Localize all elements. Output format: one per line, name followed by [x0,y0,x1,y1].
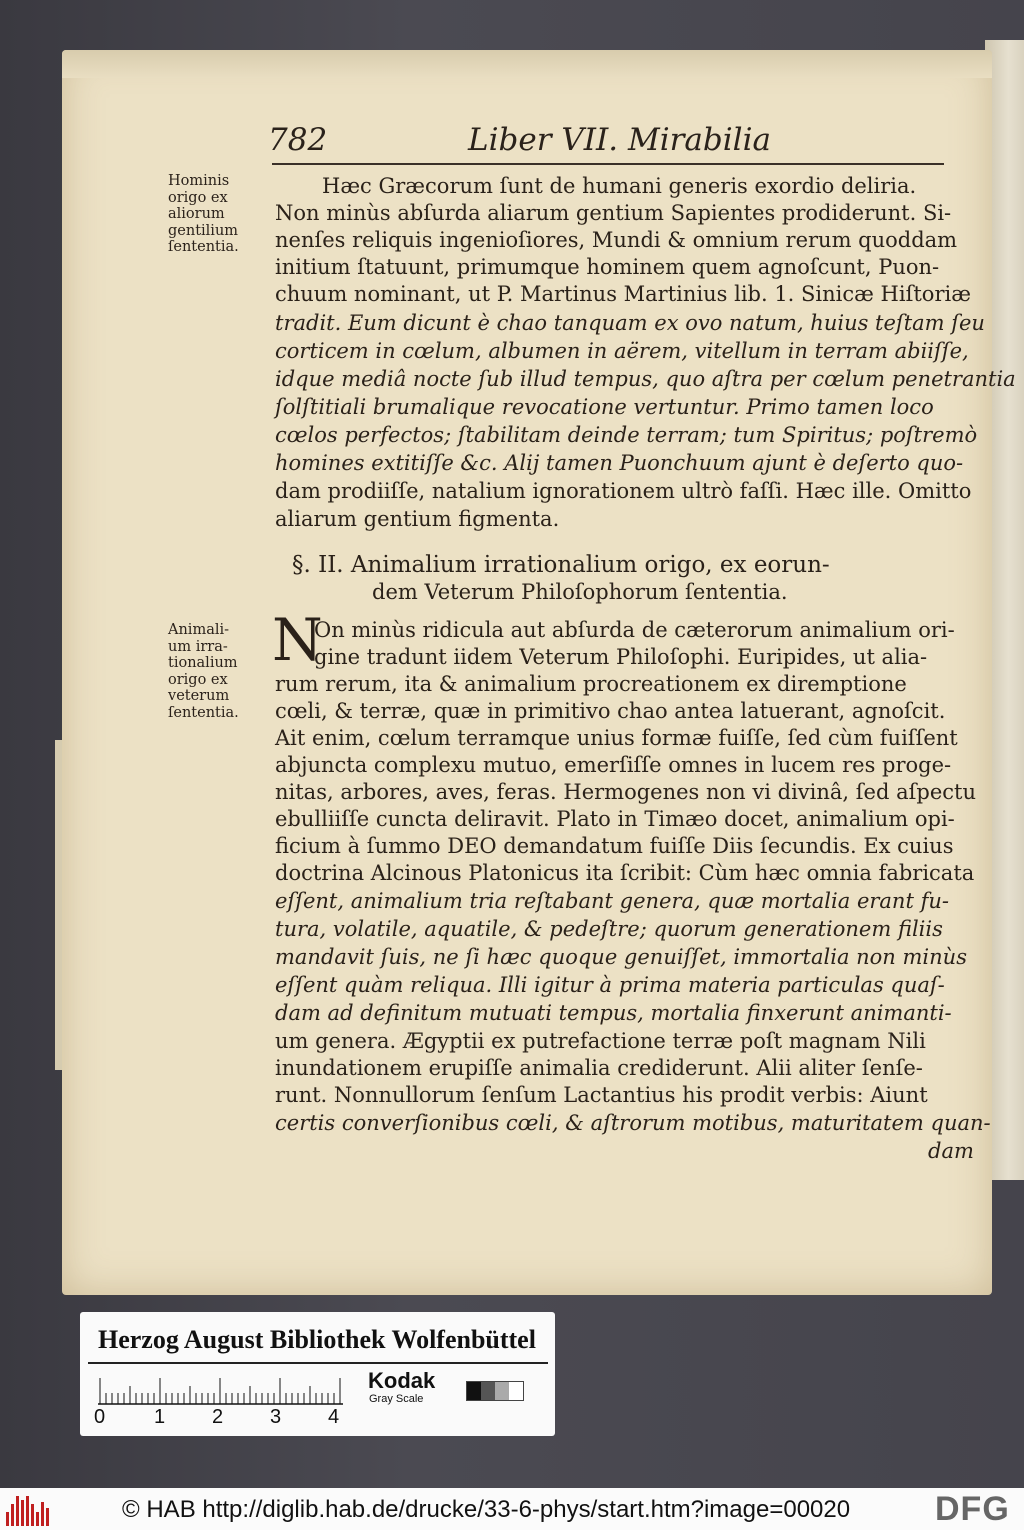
catchword: dam [928,1139,974,1163]
margin-note-line: ſententia. [168,704,239,721]
swatch-white [509,1382,523,1400]
text-line: tura, volatile, aquatile, & pedeſtre; quorum generationem filiis [275,917,943,941]
margin-note-line: aliorum [168,206,225,223]
margin-note-1 [168,173,268,256]
text-line: chuum nominant, ut P. Martinus Martinius lib. 1. Sinicæ Hiſtoriæ [275,282,971,306]
section-heading-line-1: §. II. Animalium irrationalium origo, ex eorun- [292,552,830,578]
text-line: inundationem erupiſſe animalia crediderunt. Alii aliter ſenſe- [275,1056,923,1080]
section-heading-line-2: dem Veterum Philoſophorum ſententia. [372,580,788,604]
text-line: dam prodiiſſe, natalium ignorationem ultrò faſſi. Hæc ille. Omitto [275,479,972,503]
text-line: eſſent, animalium tria reſtabant genera, quæ mortalia erant fu- [275,889,949,913]
text-line: idque mediâ nocte ſub illud tempus, quo aſtra per cœlum penetrantia [275,367,1016,391]
text-line: doctrina Alcinous Platonicus ita ſcribit: Cùm hæc omnia fabricata [275,861,975,885]
text-line: gine tradunt iidem Veterum Philoſophi. Euripides, ut alia- [314,645,928,669]
ruler-label: 4 [328,1406,340,1428]
header-rule [272,163,944,165]
margin-note-line: origo ex [168,671,228,688]
drop-cap: N [272,606,323,674]
library-name: Herzog August Bibliothek Wolfenbüttel [98,1325,536,1354]
text-line: aliarum gentium figmenta. [275,507,560,531]
margin-note-line: origo ex [168,189,228,206]
text-line: um genera. Ægyptii ex putrefactione terræ poſt magnam Nili [275,1029,926,1053]
dfg-logo: DFG [935,1490,1010,1528]
swatch-dark [481,1382,495,1400]
margin-note-line: Hominis [168,173,230,189]
hab-logo-icon [6,1494,50,1526]
page-number: 782 [268,122,328,158]
text-line: eſſent quàm reliqua. Illi igitur à prima materia particulas quaſ- [275,973,945,997]
text-line: corticem in cœlum, albumen in aërem, vitellum in terram abiiſſe, [275,339,969,363]
kodak-logo: Kodak [368,1368,436,1393]
margin-note-line: tionalium [168,655,238,672]
ruler-label: 1 [154,1406,166,1428]
copyright-link[interactable]: © HAB http://diglib.hab.de/drucke/33-6-phys/start.htm?image=00020 [122,1496,851,1523]
text-line: mandavit ſuis, ne ſi hæc quoque genuiſſet, immortalia non minùs [275,945,967,969]
text-line: cœlos perfectos; ſtabilitam deinde terram; tum Spiritus; poſtremò [275,423,978,447]
text-line: ſolſtitiali brumalique revocatione vertuntur. Primo tamen loco [275,395,934,419]
text-line: nenſes reliquis ingenioſiores, Mundi & omnium rerum quoddam [275,228,958,252]
swatch-mid [495,1382,509,1400]
margin-note-line: ſententia. [168,239,239,256]
text-line: initium ſtatuunt, primumque hominem quem agnoſcunt, Puon- [275,255,940,279]
text-line: dam ad definitum mutuati tempus, mortalia finxerunt animanti- [275,1001,952,1025]
text-line: runt. Nonnullorum ſenſum Lactantius his prodit verbis: Aiunt [275,1083,928,1107]
running-title: Liber VII. Mirabilia [468,122,771,158]
margin-note-line: gentilium [168,222,239,239]
ruler-scale [98,1375,343,1405]
gray-scale-label: Gray Scale [369,1393,424,1405]
text-line: ficium à ſummo DEO demandatum fuiſſe Diis ſecundis. Ex cuius [275,834,954,858]
text-line: abjuncta complexu mutuo, emerſiſſe omnes in lucem res proge- [275,753,952,777]
margin-note-2 [168,622,268,722]
text-line: Ait enim, cœlum terramque unius formæ fuiſſe, ſed cùm fuiſſent [275,726,958,750]
card-rule [88,1362,548,1364]
page-top-edge [62,50,992,78]
margin-note-line: um irra- [168,638,228,655]
text-line: Non minùs abſurda aliarum gentium Sapientes prodiderunt. Si- [275,201,952,225]
ruler-label: 0 [94,1406,106,1428]
text-line: nitas, arbores, aves, feras. Hermogenes non vi divinâ, ſed aſpectu [275,780,976,804]
margin-note-line: Animali- [168,622,230,638]
text-line: Hæc Græcorum ſunt de humani generis exordio deliria. [322,174,917,198]
text-line: tradit. Eum dicunt è chao tanquam ex ovo natum, huius teſtam ſeu [275,311,985,335]
margin-note-line: veterum [168,688,230,705]
text-line: certis converſionibus cœli, & aſtrorum motibus, maturitatem quan- [275,1111,991,1135]
text-line: cœli, & terræ, quæ in primitivo chao antea latuerant, agnoſcit. [275,699,946,723]
text-line: homines extitiſſe &c. Alij tamen Puonchuum ajunt è deſerto quo- [275,451,964,475]
text-line: ebulliiſſe cuncta deliravit. Plato in Timæo docet, animalium opi- [275,807,955,831]
swatch-black [467,1382,481,1400]
text-line: rum rerum, ita & animalium procreationem ex diremptione [275,672,907,696]
gray-swatches [466,1381,524,1401]
ruler-label: 3 [270,1406,282,1428]
ruler-label: 2 [212,1406,224,1428]
text-line: On minùs ridicula aut abſurda de cæterorum animalium ori- [314,618,955,642]
